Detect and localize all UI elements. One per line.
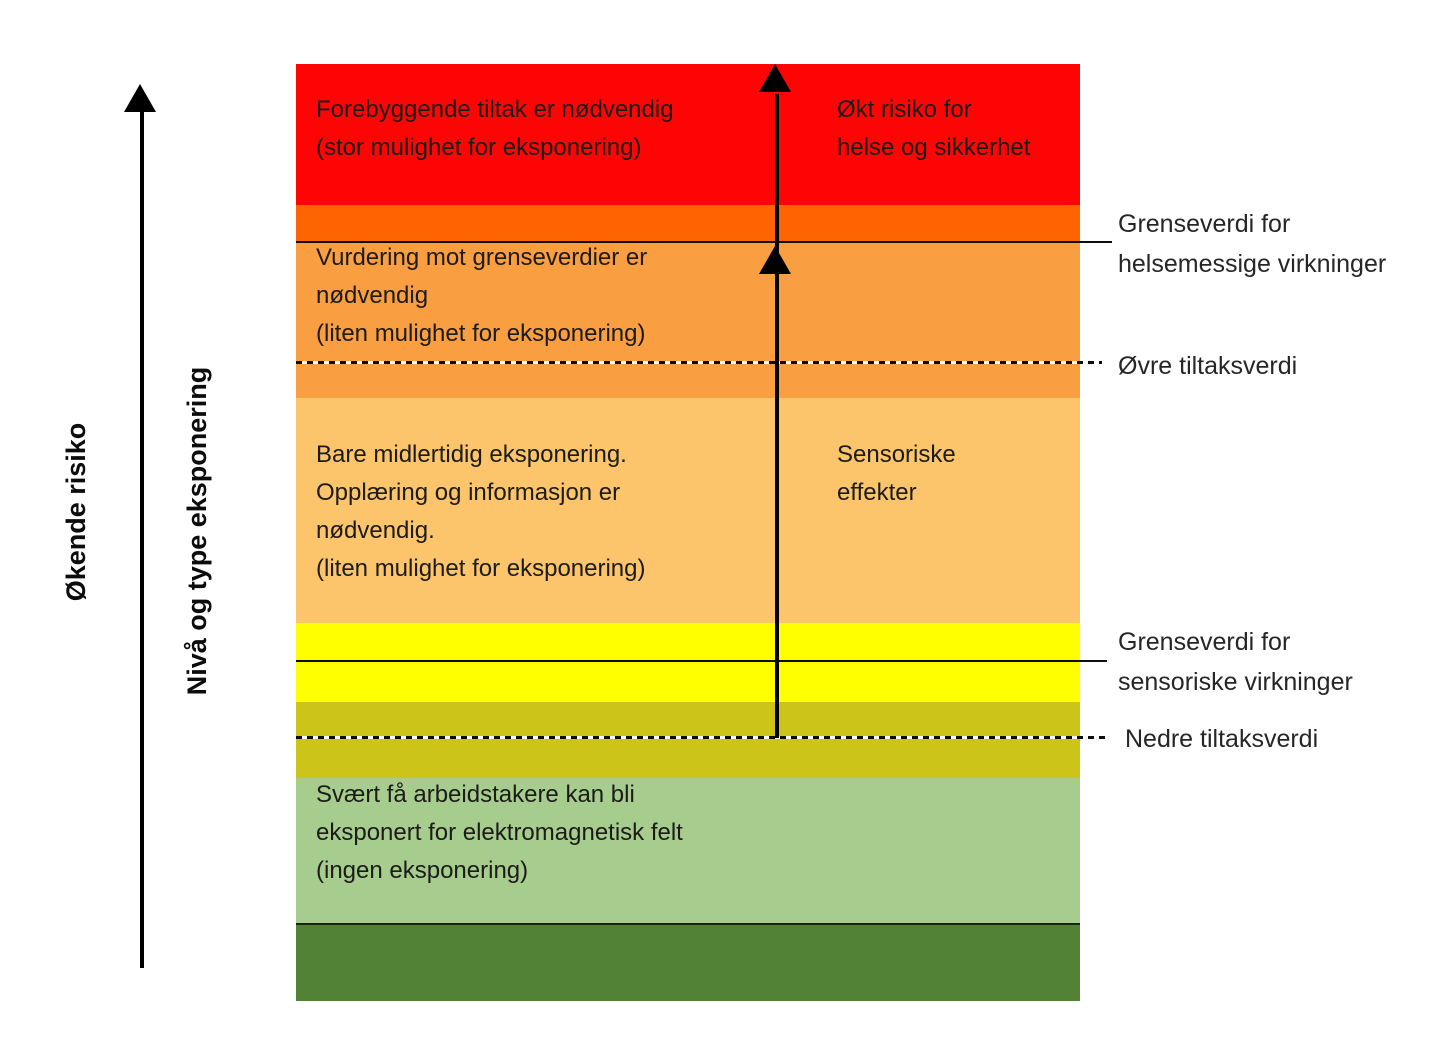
- orange-band-text: [316, 239, 647, 353]
- light-orange-band-line4: (liten mulighet for eksponering): [316, 555, 646, 582]
- light-green-band-text: [316, 776, 683, 890]
- green-bands-separator-line: [296, 923, 1080, 925]
- axis-label-level-and-type: Nivå og type eksponering: [182, 366, 212, 696]
- risk-axis-arrow-line: [140, 108, 144, 968]
- threshold-line-sensory-limit: [296, 660, 1107, 662]
- exposure-arrow-head-top-icon: [759, 64, 791, 92]
- label-health-limit-line1: Grenseverdi for: [1118, 210, 1291, 238]
- label-health-limit-line2: helsemessige virkninger: [1118, 250, 1387, 278]
- light-orange-band-left-text: [316, 436, 646, 588]
- label-sensory-limit-line2: sensoriske virkninger: [1118, 668, 1353, 696]
- band-dark-green: [296, 925, 1080, 1001]
- risk-axis-arrow-head-icon: [124, 84, 156, 112]
- light-orange-band-line3: nødvendig.: [316, 517, 435, 544]
- light-orange-band-line1: Bare midlertidig eksponering.: [316, 441, 627, 468]
- red-band-left-line1: Forebyggende tiltak er nødvendig: [316, 96, 674, 123]
- band-yellow: [296, 623, 1080, 702]
- light-orange-band-line2: Opplæring og informasjon er: [316, 479, 621, 506]
- label-health-limit: [1118, 204, 1386, 284]
- threshold-line-lower-action-value: [296, 736, 1107, 739]
- orange-band-line1: Vurdering mot grenseverdier er: [316, 244, 648, 271]
- exposure-arrow-line: [775, 94, 779, 738]
- sensory-effects-line2: effekter: [837, 479, 917, 506]
- label-upper-action-value: Øvre tiltaksverdi: [1118, 352, 1298, 380]
- sensory-effects-line1: Sensoriske: [837, 441, 956, 468]
- label-sensory-limit: [1118, 622, 1353, 702]
- red-band-left-text: [316, 91, 674, 167]
- red-band-right-line2: helse og sikkerhet: [837, 134, 1031, 161]
- sensory-effects-text: [837, 436, 956, 512]
- band-dark-orange: [296, 205, 1080, 243]
- red-band-right-line1: Økt risiko for: [837, 96, 972, 123]
- light-green-band-line3: (ingen eksponering): [316, 857, 529, 884]
- exposure-arrow-head-mid-icon: [759, 246, 791, 274]
- red-band-left-line2: (stor mulighet for eksponering): [316, 134, 642, 161]
- band-olive: [296, 702, 1080, 778]
- red-band-right-text: [837, 91, 1030, 167]
- axis-label-increasing-risk: Økende risiko: [61, 422, 91, 602]
- threshold-line-upper-action-value: [296, 361, 1102, 364]
- label-lower-action-value: Nedre tiltaksverdi: [1125, 725, 1319, 753]
- label-sensory-limit-line1: Grenseverdi for: [1118, 628, 1291, 656]
- orange-band-line3: (liten mulighet for eksponering): [316, 320, 646, 347]
- orange-band-line2: nødvendig: [316, 282, 429, 309]
- light-green-band-line2: eksponert for elektromagnetisk felt: [316, 819, 683, 846]
- light-green-band-line1: Svært få arbeidstakere kan bli: [316, 781, 635, 808]
